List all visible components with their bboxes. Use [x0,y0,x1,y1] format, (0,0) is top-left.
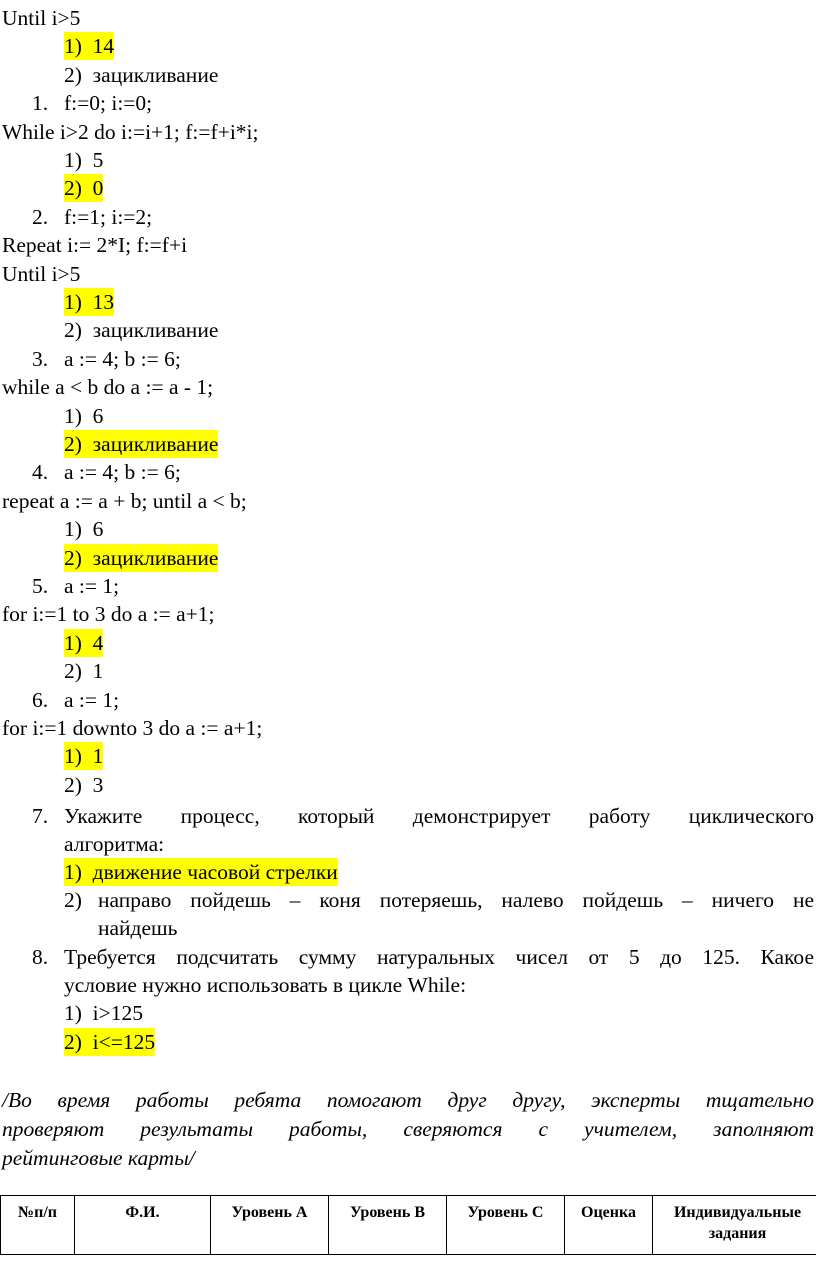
option-text: i>125 [92,1001,144,1025]
answer-highlight [64,32,114,60]
rating-table [0,1195,816,1255]
question-code: a := 4; b := 6; [64,460,181,484]
option-row [0,629,816,657]
question-7-option-2-line1: направо пойдешь – коня потеряешь, налево пойдешь – ничего не [98,888,814,912]
option-number: 2) [64,318,82,342]
option-text: зацикливание [92,546,219,570]
question-line [0,572,816,600]
question-number: 5. [32,574,49,598]
question-line [0,203,816,231]
answer-highlight [64,544,218,572]
option-item [64,146,103,174]
option-text: зацикливание [92,432,219,456]
code-line [0,231,816,259]
note-line-1: /Во время работы ребята помогают друг другу, эксперты тщательно [2,1088,814,1112]
code-line [0,373,816,401]
option-row [0,174,816,202]
option-text: 1 [92,744,104,768]
option-number: 1) [64,744,82,768]
option-number: 1) [64,148,82,172]
option-text: зацикливание [92,318,219,342]
option-number: 2) [64,546,82,570]
option-number: 2) [64,1030,82,1054]
option-row [0,32,816,60]
column-header-name: Ф.И. [75,1196,211,1255]
question-number: 3. [32,347,49,371]
question-line [0,345,816,373]
option-row [0,146,816,174]
column-header-grade: Оценка [565,1196,653,1255]
option-row [0,61,816,89]
code-line [0,118,816,146]
option-row [0,515,816,543]
question-7-option-2-line2: найдешь [98,916,178,940]
option-text: 13 [92,290,115,314]
option-number: 1) [64,34,82,58]
option-number: 2) [64,773,82,797]
code-line [0,4,816,32]
question-7-option-1 [0,858,816,886]
question-number: 7. [32,804,49,828]
note-line-3: рейтинговые карты/ [2,1146,195,1170]
note-line-2: проверяют результаты работы, сверяются с учителем, заполняют [2,1117,814,1141]
option-text: 5 [92,148,104,172]
code-line [0,487,816,515]
option-number: 1) [64,631,82,655]
option-number: 1) [64,517,82,541]
question-code: f:=0; i:=0; [64,91,153,115]
answer-highlight [64,174,103,202]
option-text: зацикливание [92,63,219,87]
option-row [0,316,816,344]
question-code: a := 1; [64,688,120,712]
answer-highlight [64,629,103,657]
code-line [0,260,816,288]
code-line [0,714,816,742]
option-number: 1) [64,290,82,314]
option-text: 6 [92,517,104,541]
answer-highlight [64,430,218,458]
question-8-option-2 [0,1028,816,1056]
question-line [0,686,816,714]
answer-highlight [64,742,103,770]
code-text: for i:=1 to 3 do a := a+1; [2,602,215,626]
column-header-level-a: Уровень А [211,1196,329,1255]
option-row [0,544,816,572]
table-header-row [1,1196,816,1255]
option-number: 2) [64,176,82,200]
option-number: 2) [64,63,82,87]
option-text: 1 [92,659,104,683]
code-text: Until i>5 [2,6,81,30]
question-7-text-line1: Укажите процесс, который демонстрирует работу циклического [64,804,814,828]
option-number: 2) [64,659,82,683]
option-number: 1) [64,1001,82,1025]
option-text: 3 [92,773,104,797]
question-number: 8. [32,945,49,969]
column-header-individual-tasks: Индивидуальные задания [653,1196,816,1255]
option-row [0,288,816,316]
option-row [0,402,816,430]
option-number: 2) [64,432,82,456]
option-item [64,402,103,430]
option-row [0,430,816,458]
option-item [64,515,103,543]
option-item [64,771,103,799]
column-header-number: №п/п [1,1196,75,1255]
answer-highlight [64,1028,155,1056]
option-text: i<=125 [92,1030,156,1054]
option-text: движение часовой стрелки [92,860,338,884]
code-text: repeat a := a + b; until a < b; [2,489,247,513]
code-text: while a < b do a := a - 1; [2,375,214,399]
option-text: 4 [92,631,104,655]
option-number: 1) [64,860,82,884]
option-text: 14 [92,34,115,58]
option-item [64,657,103,685]
column-header-level-b: Уровень В [329,1196,447,1255]
code-line [0,600,816,628]
option-row [0,657,816,685]
question-line [0,89,816,117]
question-number: 1. [32,91,49,115]
question-number: 6. [32,688,49,712]
question-7-option-2-line2-row [0,914,816,942]
question-code: a := 1; [64,574,120,598]
option-text: 6 [92,404,104,428]
option-item [64,316,218,344]
code-text: for i:=1 downto 3 do a := a+1; [2,716,263,740]
question-number: 4. [32,460,49,484]
question-number: 2. [32,205,49,229]
option-row [64,999,143,1027]
code-text: While i>2 do i:=i+1; f:=f+i*i; [2,120,259,144]
option-item [64,61,218,89]
column-header-level-c: Уровень С [447,1196,565,1255]
question-7-text-line2-row [0,830,816,858]
option-text: 0 [92,176,104,200]
question-code: f:=1; i:=2; [64,205,153,229]
code-text: Until i>5 [2,262,81,286]
option-number: 2) [64,888,82,912]
question-8-text-line2: условие нужно использовать в цикле While: [64,973,467,997]
code-text: Repeat i:= 2*I; f:=f+i [2,233,188,257]
question-8-text-line1: Требуется подсчитать сумму натуральных чисел от 5 до 125. Какое [64,945,814,969]
answer-highlight [64,858,338,886]
option-row [0,742,816,770]
question-code: a := 4; b := 6; [64,347,181,371]
option-number: 1) [64,404,82,428]
answer-highlight [64,288,114,316]
option-row [0,771,816,799]
question-7-text-line2: алгоритма: [64,832,165,856]
question-8-text-line2-row [0,971,816,999]
question-line [0,458,816,486]
question-8-option-1 [0,999,816,1027]
